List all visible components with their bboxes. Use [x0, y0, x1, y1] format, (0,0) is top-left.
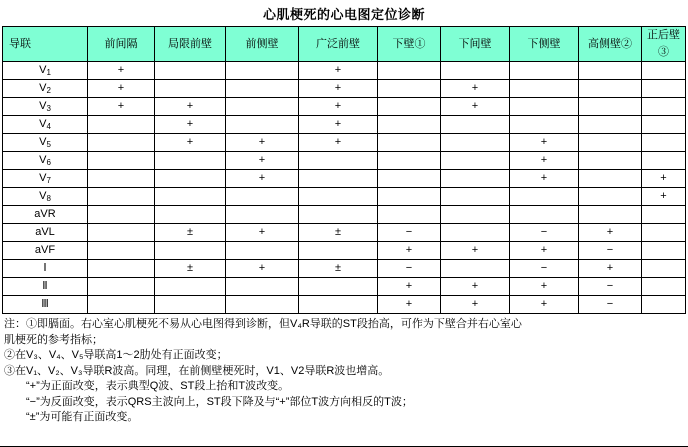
table-cell [510, 98, 579, 116]
table-row [3, 116, 686, 134]
table-body [3, 62, 686, 314]
column-header-true-posterior: 正后壁③ [642, 27, 686, 62]
table-cell [510, 116, 579, 134]
note-line: 肌梗死的参考指标； [4, 333, 103, 346]
table-cell [299, 278, 378, 296]
column-header-lead: 导联 [3, 27, 88, 62]
table-cell [579, 116, 642, 134]
table-cell: − [378, 224, 441, 242]
note-line: “±”为可能有正面改变。 [26, 411, 139, 423]
table-cell [226, 98, 299, 116]
table-cell [88, 224, 155, 242]
table-cell [299, 296, 378, 314]
column-header-high-lateral: 高侧壁② [579, 27, 642, 62]
table-cell [378, 80, 441, 98]
table-cell [88, 170, 155, 188]
table-cell [579, 62, 642, 80]
table-cell: + [226, 152, 299, 170]
table-cell: + [510, 134, 579, 152]
table-cell [88, 278, 155, 296]
table-cell [579, 134, 642, 152]
lead-label: $V_3$ [3, 98, 88, 116]
table-cell [88, 134, 155, 152]
table-row [3, 80, 686, 98]
table-row [3, 278, 686, 296]
document-page [0, 4, 688, 447]
column-header-inferior: 下壁① [378, 27, 441, 62]
lead-label: Ⅱ [3, 278, 88, 296]
table-cell [642, 224, 686, 242]
lead-label: $V_8$ [3, 188, 88, 206]
table-cell: − [579, 242, 642, 260]
table-cell [378, 152, 441, 170]
table-cell [155, 62, 226, 80]
table-cell [441, 62, 510, 80]
table-cell: + [299, 62, 378, 80]
table-cell [299, 170, 378, 188]
table-cell [88, 206, 155, 224]
table-cell [88, 260, 155, 278]
table-cell [155, 80, 226, 98]
lead-label: $V_7$ [3, 170, 88, 188]
table-cell: − [510, 224, 579, 242]
table-cell [378, 98, 441, 116]
table-cell: + [155, 98, 226, 116]
table-cell [88, 152, 155, 170]
table-cell [378, 62, 441, 80]
table-cell: + [226, 260, 299, 278]
table-cell [88, 242, 155, 260]
table-cell [155, 152, 226, 170]
table-cell [579, 80, 642, 98]
table-cell [378, 206, 441, 224]
table-cell: ± [155, 260, 226, 278]
table-cell [299, 206, 378, 224]
table-cell [579, 98, 642, 116]
table-cell [642, 242, 686, 260]
table-cell [88, 296, 155, 314]
table-cell [226, 188, 299, 206]
table-cell [642, 62, 686, 80]
table-cell: + [510, 296, 579, 314]
lead-label: $V_6$ [3, 152, 88, 170]
table-cell [155, 296, 226, 314]
table-header [3, 27, 686, 62]
table-cell: + [226, 170, 299, 188]
table-row [3, 62, 686, 80]
table-cell: + [88, 62, 155, 80]
table-row [3, 152, 686, 170]
table-notes [4, 317, 684, 426]
table-cell: + [226, 224, 299, 242]
table-cell [155, 278, 226, 296]
table-cell [642, 80, 686, 98]
table-cell [642, 296, 686, 314]
table-row [3, 296, 686, 314]
table-cell [579, 152, 642, 170]
table-cell [642, 134, 686, 152]
column-header-localized-anterior: 局限前壁 [155, 27, 226, 62]
table-cell: + [88, 80, 155, 98]
table-cell [226, 62, 299, 80]
table-cell: + [579, 224, 642, 242]
table-cell [378, 134, 441, 152]
table-cell [441, 134, 510, 152]
table-row [3, 242, 686, 260]
table-cell: − [510, 260, 579, 278]
table-cell [441, 188, 510, 206]
table-cell: + [378, 242, 441, 260]
table-row [3, 260, 686, 278]
table-cell [378, 188, 441, 206]
table-cell [510, 62, 579, 80]
table-cell: + [441, 242, 510, 260]
table-row [3, 188, 686, 206]
lead-label: $V_4$ [3, 116, 88, 134]
table-cell: + [510, 278, 579, 296]
lead-label: aVR [3, 206, 88, 224]
lead-label: $V_1$ [3, 62, 88, 80]
lead-label: $V_5$ [3, 134, 88, 152]
table-cell [226, 242, 299, 260]
table-cell: + [441, 296, 510, 314]
table-cell: + [299, 134, 378, 152]
table-cell: + [299, 116, 378, 134]
table-cell [226, 116, 299, 134]
table-cell: ± [299, 224, 378, 242]
table-cell [441, 224, 510, 242]
table-cell: + [642, 188, 686, 206]
table-cell [441, 260, 510, 278]
table-cell: − [579, 278, 642, 296]
column-header-extensive-anterior: 广泛前壁 [299, 27, 378, 62]
lead-label: aVF [3, 242, 88, 260]
table-cell [88, 188, 155, 206]
column-header-inferolateral: 下侧壁 [510, 27, 579, 62]
table-cell: + [88, 98, 155, 116]
table-row [3, 170, 686, 188]
table-cell [642, 206, 686, 224]
note-line: ③在V₁、V₂、V₃导联R波高。同理，在前侧壁梗死时，V1、V2导联R波也增高。 [4, 364, 390, 377]
table-header-row [3, 27, 686, 62]
table-cell: + [510, 170, 579, 188]
table-cell [88, 116, 155, 134]
lead-label: Ⅲ [3, 296, 88, 314]
column-header-inferoseptal: 下间壁 [441, 27, 510, 62]
table-cell [642, 98, 686, 116]
table-cell [226, 206, 299, 224]
table-cell: + [642, 170, 686, 188]
table-row [3, 224, 686, 242]
table-cell [510, 206, 579, 224]
table-cell [155, 188, 226, 206]
table-cell [378, 116, 441, 134]
table-cell [441, 170, 510, 188]
table-cell [510, 80, 579, 98]
table-cell: + [299, 98, 378, 116]
table-cell: + [441, 98, 510, 116]
table-cell [226, 278, 299, 296]
table-cell [510, 188, 579, 206]
table-cell [226, 296, 299, 314]
column-header-anterolateral: 前侧壁 [226, 27, 299, 62]
table-cell: + [510, 152, 579, 170]
table-cell: + [378, 278, 441, 296]
table-cell: + [441, 80, 510, 98]
page-title: 心肌梗死的心电图定位诊断 [262, 7, 425, 22]
table-cell [579, 206, 642, 224]
table-cell [155, 170, 226, 188]
table-cell: − [579, 296, 642, 314]
lead-label: Ⅰ [3, 260, 88, 278]
table-cell [299, 188, 378, 206]
table-cell [299, 152, 378, 170]
table-cell: + [579, 260, 642, 278]
table-cell [441, 152, 510, 170]
table-row [3, 98, 686, 116]
note-line: “+”为正面改变，表示典型Q波、ST段上抬和T波改变。 [26, 380, 290, 392]
table-cell [155, 206, 226, 224]
table-cell: + [510, 242, 579, 260]
table-cell [299, 242, 378, 260]
table-cell [441, 206, 510, 224]
lead-label: $V_2$ [3, 80, 88, 98]
table-cell: + [155, 134, 226, 152]
table-cell: + [378, 296, 441, 314]
table-cell [441, 116, 510, 134]
table-cell [155, 242, 226, 260]
table-cell [378, 170, 441, 188]
lead-label: aVL [3, 224, 88, 242]
note-line: ②在V₃、V₄、V₅导联高1～2肋处有正面改变； [4, 349, 228, 361]
table-cell [579, 170, 642, 188]
table-row [3, 206, 686, 224]
table-cell: + [441, 278, 510, 296]
table-cell [642, 278, 686, 296]
table-row [3, 134, 686, 152]
column-header-anteroseptal: 前间隔 [88, 27, 155, 62]
table-cell: + [155, 116, 226, 134]
table-cell: ± [299, 260, 378, 278]
table-cell [642, 116, 686, 134]
table-cell [642, 260, 686, 278]
table-cell: − [378, 260, 441, 278]
table-cell [226, 80, 299, 98]
note-line: 注：①即膈面。右心室心肌梗死不易从心电图得到诊断，但V₄R导联的ST段抬高，可作为下壁合并右心室心 [4, 318, 522, 330]
table-cell: + [299, 80, 378, 98]
table-cell [642, 152, 686, 170]
note-line: “−”为反面改变，表示QRS主波向上，ST段下降及与“+”部位T波方向相反的T波； [26, 395, 413, 408]
ecg-localization-table [2, 26, 686, 314]
table-cell: + [226, 134, 299, 152]
table-cell: ± [155, 224, 226, 242]
table-cell [579, 188, 642, 206]
